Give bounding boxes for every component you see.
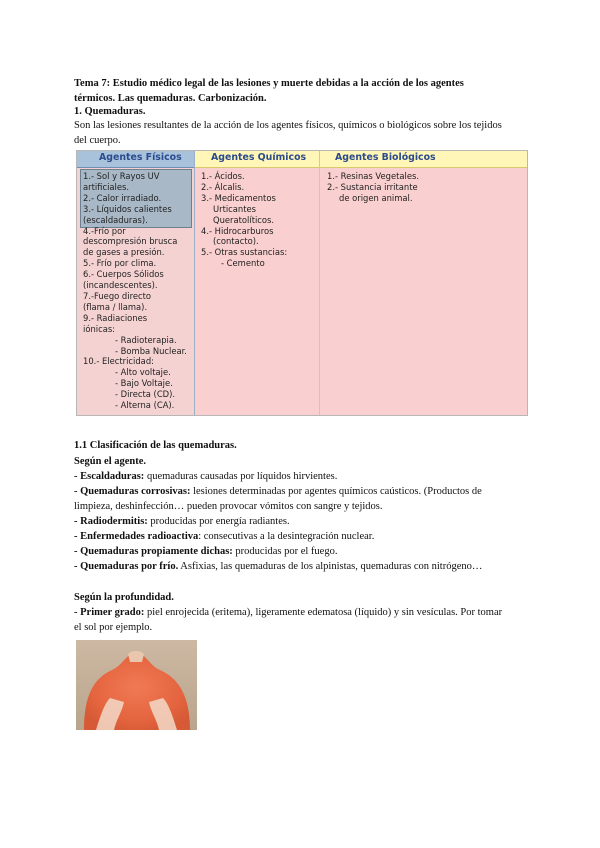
agente-description: : consecutivas a la desintegración nuclear. [198, 531, 375, 542]
agente-term: - Quemaduras corrosivas: [74, 486, 191, 497]
primer-grado-paragraph [74, 605, 526, 635]
fisicos-item: - Radioterapia. [115, 334, 177, 345]
fisicos-item: 7.-Fuego directo [83, 290, 152, 301]
fisicos-item: (escaldaduras). [83, 214, 148, 225]
header-agentes-fisicos: Agentes Físicos [99, 152, 182, 163]
sunburn-back-photo [76, 640, 197, 730]
quimicos-item: Urticantes [213, 203, 257, 214]
quimicos-item: 2.- Álcalis. [201, 181, 245, 192]
fisicos-item: de gases a presión. [83, 247, 165, 258]
table-header-labels [77, 151, 527, 167]
title-line-1: Tema 7: Estudio médico legal de las lesiones y muerte debidas a la acción de los agentes [74, 78, 464, 89]
fisicos-item: 2.- Calor irradiado. [83, 192, 162, 203]
fisicos-list [83, 171, 187, 411]
primer-grado-line-2: el sol por ejemplo. [74, 622, 153, 633]
agente-description: producidas por energía radiantes. [147, 516, 290, 527]
header-agentes-biologicos: Agentes Biológicos [335, 152, 436, 163]
column-divider [194, 151, 195, 415]
fisicos-item: - Bomba Nuclear. [115, 345, 187, 356]
agents-table [76, 150, 528, 416]
section-1-1-heading: 1.1 Clasificación de las quemaduras. [74, 440, 237, 451]
sunburn-back-image [76, 640, 197, 730]
quimicos-item: Queratolíticos. [213, 214, 275, 225]
fisicos-item: iónicas: [83, 323, 116, 334]
quimicos-item: 4.- Hidrocarburos [201, 225, 274, 236]
fisicos-item: artificiales. [83, 181, 130, 192]
title-line-2: térmicos. Las quemaduras. Carbonización. [74, 93, 267, 104]
agente-term: - Enfermedades radioactiva [74, 531, 199, 542]
agente-term: - Escaldaduras: [74, 471, 145, 482]
section-1-heading: 1. Quemaduras. [74, 106, 146, 117]
fisicos-item: 4.-Frío por [83, 225, 126, 236]
fisicos-item: (incandescentes). [83, 280, 158, 291]
intro-line-2: del cuerpo. [74, 135, 121, 146]
primer-grado-term: - Primer grado: [74, 607, 145, 618]
quimicos-item: 5.- Otras sustancias: [201, 247, 288, 258]
quimicos-item: 1.- Ácidos. [201, 171, 245, 181]
biologicos-item: 1.- Resinas Vegetales. [327, 171, 420, 181]
fisicos-item: - Bajo Voltaje. [115, 378, 173, 389]
fisicos-item: 10.- Electricidad: [83, 356, 154, 367]
fisicos-item: 5.- Frío por clima. [83, 258, 157, 269]
fisicos-item: descompresión brusca [83, 236, 178, 247]
column-divider [319, 151, 320, 415]
agente-description: limpieza, deshinfección… pueden provocar vómitos con sangre y tejidos. [74, 501, 383, 512]
fisicos-item: 9.- Radiaciones [83, 312, 148, 323]
biologicos-item: 2.- Sustancia irritante [327, 181, 418, 192]
fisicos-item: - Alterna (CA). [115, 400, 175, 411]
agente-classification-list [74, 469, 526, 574]
fisicos-item: - Alto voltaje. [115, 367, 171, 378]
agente-description: quemaduras causadas por líquidos hirvientes. [144, 471, 338, 482]
fisicos-item: - Directa (CD). [115, 389, 176, 400]
header-agentes-quimicos: Agentes Químicos [211, 152, 307, 163]
segun-profundidad-heading: Según la profundidad. [74, 592, 174, 603]
fisicos-item: 3.- Líquidos calientes [83, 203, 172, 214]
agente-list-item [74, 484, 526, 499]
agente-term: - Quemaduras por frío. [74, 561, 179, 572]
quimicos-item: - Cemento [221, 258, 265, 269]
intro-line-1: Son las lesiones resultantes de la acción de los agentes físicos, químicos o biológicos sobre los tejidos [74, 120, 502, 131]
document-title [74, 76, 526, 106]
agente-list-item [74, 469, 526, 484]
agente-description: producidas por el fuego. [232, 546, 338, 557]
agente-description: lesiones determinadas por agentes químicos caústicos. (Productos de [190, 486, 482, 497]
intro-paragraph [74, 118, 526, 148]
fisicos-item: 6.- Cuerpos Sólidos [83, 269, 164, 280]
primer-grado-text: piel enrojecida (eritema), ligeramente edematosa (líquido) y sin vesículas. Por tomar [144, 607, 503, 618]
segun-agente-heading: Según el agente. [74, 456, 147, 467]
biologicos-list [327, 171, 419, 204]
agente-list-item [74, 514, 526, 529]
agente-term: - Quemaduras propiamente dichas: [74, 546, 233, 557]
agente-list-item [74, 559, 526, 574]
quimicos-item: 3.- Medicamentos [201, 192, 276, 203]
fisicos-item: 1.- Sol y Rayos UV [83, 171, 160, 181]
agente-term: - Radiodermitis: [74, 516, 148, 527]
biologicos-item: de origen animal. [339, 192, 413, 203]
agente-list-item [74, 499, 526, 514]
quimicos-list [201, 171, 287, 269]
agente-list-item [74, 529, 526, 544]
fisicos-item: (flama / llama). [83, 301, 148, 312]
agente-description: Asfixias, las quemaduras de los alpinistas, quemaduras con nitrógeno… [178, 561, 483, 572]
quimicos-item: (contacto). [213, 236, 259, 247]
agente-list-item [74, 544, 526, 559]
